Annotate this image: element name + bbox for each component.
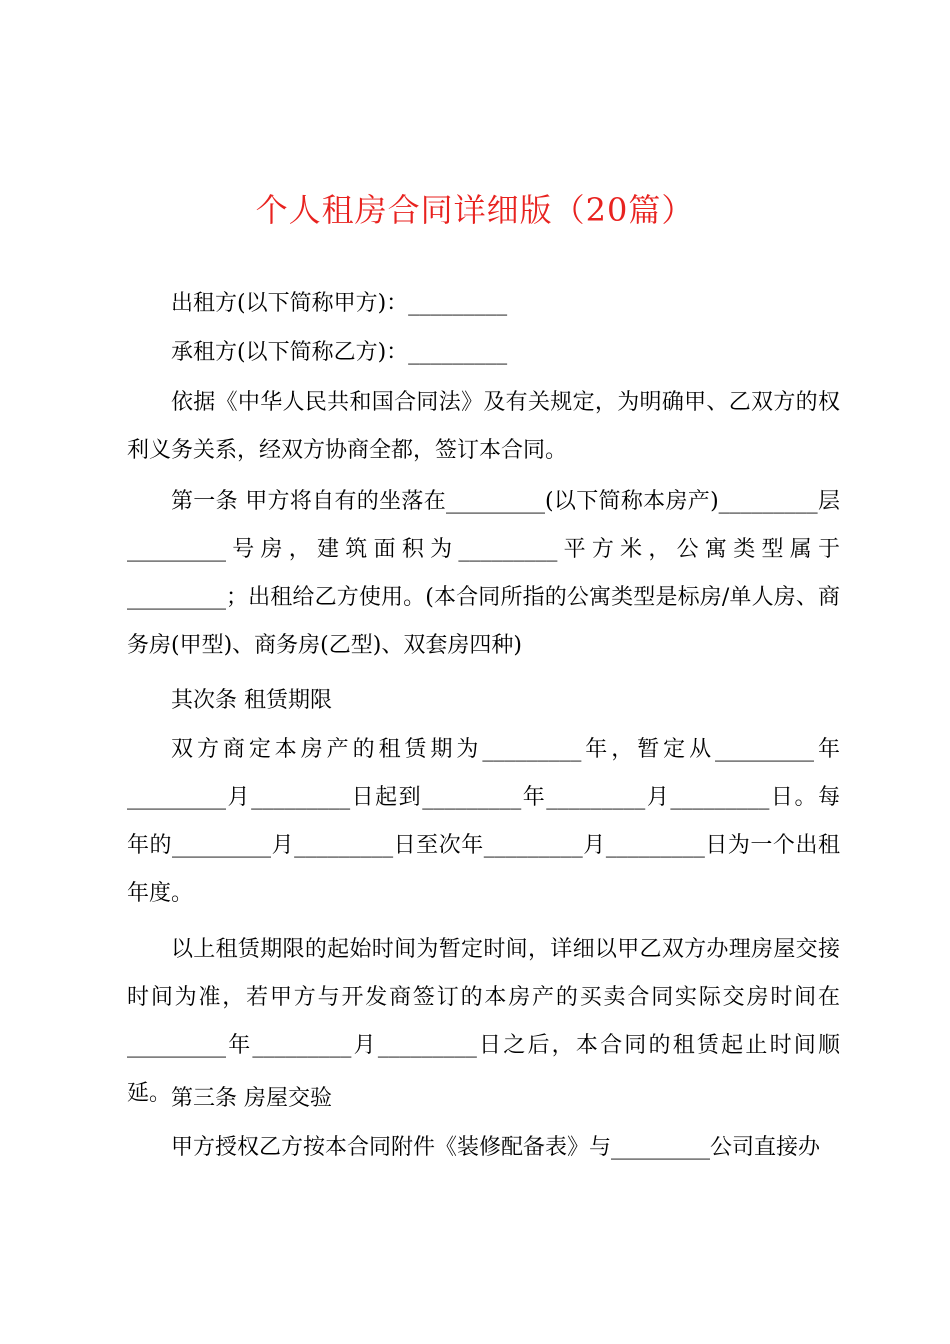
lease-term-paragraph: 双方商定本房产的租赁期为_________年，暂定从_________年_________月_________日起到_________年_________月_________日。每年的_________月_________日至次年_________月_________日为一个出租年度。 — [127, 737, 840, 906]
article-three-heading: 第三条 房屋交验 — [171, 1086, 332, 1111]
article-two-heading: 其次条 租赁期限 — [171, 688, 332, 713]
lessor-line: 出租方(以下简称甲方)：_________ — [171, 291, 508, 316]
document-title: 个人租房合同详细版（20篇） — [255, 191, 695, 229]
preamble-paragraph: 依据《中华人民共和国合同法》及有关规定，为明确甲、乙双方的权利义务关系，经双方协商全都，签订本合同。 — [127, 390, 840, 463]
lessee-line: 承租方(以下简称乙方)：_________ — [171, 340, 508, 365]
handover-paragraph: 甲方授权乙方按本合同附件《装修配备表》与_________公司直接办 — [171, 1135, 821, 1160]
lease-start-paragraph: 以上租赁期限的起始时间为暂定时间，详细以甲乙双方办理房屋交接时间为准，若甲方与开发商签订的本房产的买卖合同实际交房时间在_________年_________月_________日之后，本合同的租赁起止时间顺延。 — [127, 937, 840, 1106]
article-one-paragraph: 第一条 甲方将自有的坐落在_________(以下简称本房产)_________层_________号房，建筑面积为_________平方米，公寓类型属于_________；出租给乙方使用。(本合同所指的公寓类型是标房/单人房、商务房(甲型)、商务房(乙型)、双套房四种) — [127, 489, 840, 658]
